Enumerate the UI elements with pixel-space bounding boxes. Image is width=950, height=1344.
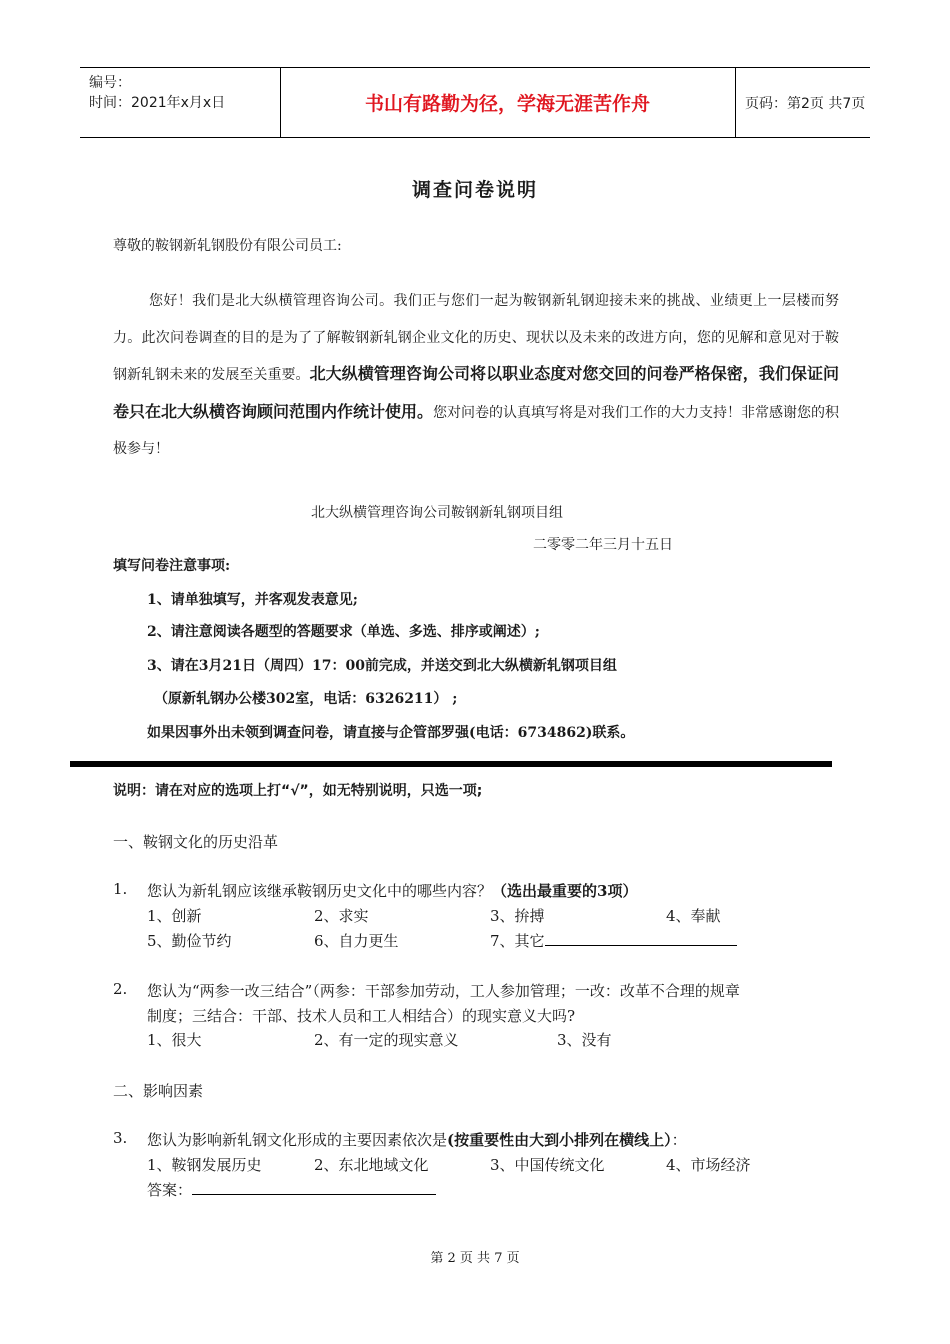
signature-date: 二零零二年三月十五日 <box>533 537 673 553</box>
header-number: 编号： <box>89 75 131 91</box>
header-time: 时间：2021年x月x日 <box>89 95 226 111</box>
question-2-line2: 制度；三结合：干部、技术人员和工人相结合）的现实意义大吗? <box>147 1007 576 1025</box>
header-page: 页码：第2页 共7页 <box>745 95 866 112</box>
salutation: 尊敬的鞍钢新轧钢股份有限公司员工: <box>113 238 342 254</box>
page-header <box>80 67 870 138</box>
page-footer: 第 2 页 共 7 页 <box>430 1251 520 1266</box>
option[interactable]: 2、求实 <box>314 907 369 925</box>
answer-row <box>147 1179 436 1200</box>
note-item: 1、请单独填写，并客观发表意见; <box>147 592 358 608</box>
answer-label: 答案： <box>147 1181 193 1199</box>
question-3-tail: ： <box>671 1131 687 1149</box>
option[interactable]: 4、奉献 <box>666 907 721 925</box>
section-divider <box>70 761 832 767</box>
other-blank-line[interactable] <box>545 931 737 946</box>
note-item: 如果因事外出未领到调查问卷，请直接与企管部罗强(电话：6734862)联系。 <box>147 725 635 741</box>
question-number: 3. <box>113 1129 128 1147</box>
option-other[interactable] <box>490 930 737 951</box>
question-3-text <box>147 1129 687 1150</box>
note-item: 3、请在3月21日（周四）17：00前完成，并送交到北大纵横新轧钢项目组 <box>147 658 617 674</box>
option: 1、鞍钢发展历史 <box>147 1156 262 1174</box>
intro-paragraph <box>113 283 839 468</box>
header-motto: 书山有路勤为径，学海无涯苦作舟 <box>280 68 736 137</box>
intro-end: 您对问卷的认真填写将是对我们工作的大力支持！非常感谢您的积极参与！ <box>113 404 840 457</box>
intro-plain: 您好！我们是北大纵横管理咨询公司。我们正与您们一起为鞍钢新轧钢迎接未来的挑战、业绩更上一层楼而努力。此次问卷调查的目的是为了了解鞍钢新轧钢企业文化的历史、现状以及未来的改进方向，您的见解和意见对于鞍钢新轧钢未来的发展至关重要。 <box>113 293 839 383</box>
option: 4、市场经济 <box>666 1156 751 1174</box>
question-2-line1: 您认为“两参一改三结合”（两参：干部参加劳动，工人参加管理；一改：改革不合理的规章 <box>147 982 740 1000</box>
option: 2、东北地域文化 <box>314 1156 429 1174</box>
option: 3、中国传统文化 <box>490 1156 605 1174</box>
option[interactable]: 6、自力更生 <box>314 932 399 950</box>
page-title: 调查问卷说明 <box>411 179 538 201</box>
notes-title: 填写问卷注意事项: <box>113 558 231 574</box>
option[interactable]: 3、没有 <box>557 1031 612 1049</box>
note-item: 2、请注意阅读各题型的答题要求（单选、多选、排序或阐述）; <box>147 624 540 640</box>
section-heading-1: 一、鞍钢文化的历史沿革 <box>113 833 279 851</box>
option-other-label: 7、其它 <box>490 932 545 950</box>
question-number: 2. <box>113 980 128 998</box>
option[interactable]: 3、拚搏 <box>490 907 545 925</box>
question-1-text <box>147 880 637 901</box>
question-1-hint: （选出最重要的3项） <box>492 882 638 900</box>
question-3-body: 您认为影响新轧钢文化形成的主要因素依次是 <box>147 1131 448 1149</box>
option[interactable]: 1、很大 <box>147 1031 202 1049</box>
option[interactable]: 2、有一定的现实意义 <box>314 1031 459 1049</box>
intro-bold: 北大纵横管理咨询公司将以职业态度对您交回的问卷严格保密，我们保证问卷只在北大纵横咨询顾问范围内作统计使用。 <box>113 364 839 421</box>
instruction: 说明：请在对应的选项上打“√”，如无特别说明，只选一项; <box>113 783 483 799</box>
section-heading-2: 二、影响因素 <box>113 1082 204 1100</box>
question-3-hint: (按重要性由大到小排列在横线上） <box>447 1131 672 1149</box>
signature-org: 北大纵横管理咨询公司鞍钢新轧钢项目组 <box>311 505 563 521</box>
answer-blank-line[interactable] <box>192 1180 436 1195</box>
header-meta-cell <box>80 68 281 137</box>
note-item: （原新轧钢办公楼302室，电话：6326211） ; <box>154 691 458 707</box>
question-1-body: 您认为新轧钢应该继承鞍钢历史文化中的哪些内容？ <box>147 882 493 900</box>
option[interactable]: 1、创新 <box>147 907 202 925</box>
question-number: 1. <box>113 880 128 898</box>
option[interactable]: 5、勤俭节约 <box>147 932 232 950</box>
